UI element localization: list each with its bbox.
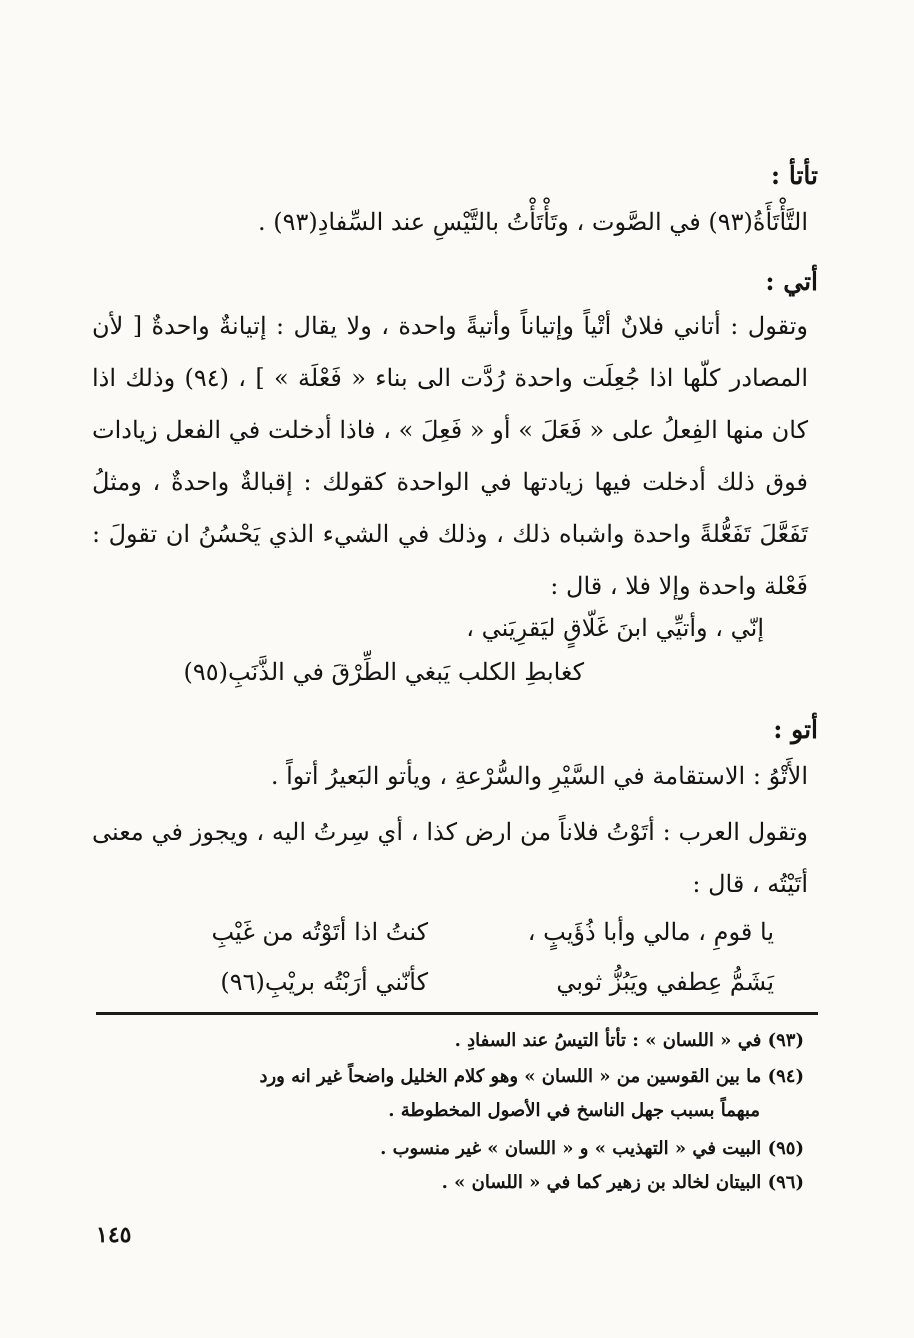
entry-line-tata: التَّأْتَأَةُ(٩٣) في الصَّوت ، وتَأْتَأْتُ بالتَّيْسِ عند السِّفادِ(٩٣) . [257, 208, 808, 236]
footnote-text-continued: مبهماً بسبب جهل الناسخ في الأصول المخطوطة . [388, 1100, 760, 1121]
couplet-1-right: يا قومِ ، مالي وأبا ذُؤَيبٍ ، [527, 918, 774, 946]
page-number: ١٤٥ [96, 1222, 132, 1248]
entry-paragraph-atu: وتقول العرب : أتَوْتُ فلاناً من ارض كذا ، أي سِرتُ اليه ، ويجوز في معنى أتَيْتُه ، قال : [92, 818, 808, 898]
entry-paragraph-ati: وتقول : أتاني فلانٌ أتْياً وإتياناً وأتيةً واحدة ، ولا يقال : إتيانةٌ واحدةٌ [ لأن المصادر كلّها اذا جُعِلَت واحدة رُدَّت الى بناء « فَعْلَة » ] ، (٩٤) وذلك اذا كان منها الفِعلُ على « فَعَلَ » أو « فَعِلَ » ، فاذا أدخلت في الفعل زيادات فوق ذلك أدخلت فيها زيادتها في الواحدة كقولك : إقبالةٌ واحدةٌ ، ومثلُ تَفَعَّلَ تَفَعُّلةً واحدة واشباه ذلك ، وذلك في الشيء الذي يَحْسُنُ ان تقولَ : فَعْلة واحدة وإلا فلا ، قال : [92, 312, 809, 600]
couplet-1-left: كنتُ اذا أتَوْتُه من غَيْبِ [211, 918, 428, 946]
footnote-number: (٩٣) [767, 1030, 804, 1051]
couplet-2-right: يَشَمُّ عِطفي ويَبُزُّ ثوبي [556, 968, 774, 996]
footnote-96 [92, 1166, 804, 1200]
footnote-text: ما بين القوسين من « اللسان » وهو كلام الخليل واضحاً غير انه ورد [259, 1066, 762, 1087]
footnote-94 [92, 1060, 804, 1128]
footnote-text: البيتان لخالد بن زهير كما في « اللسان » . [441, 1172, 762, 1193]
footnote-number: (٩٥) [767, 1138, 804, 1159]
entry-heading-tata: تأتأ : [770, 161, 818, 190]
footnote-text: البيت في « التهذيب » و « اللسان » غير منسوب . [380, 1138, 762, 1159]
footnote-text: في « اللسان » : تأتأ التيسُ عند السفادِ . [454, 1030, 762, 1051]
footnote-separator [96, 1012, 818, 1015]
footnote-95 [92, 1132, 804, 1166]
entry-heading-atu: أتو : [773, 715, 818, 744]
verse-line-1: إنّي ، وأتيِّي ابنَ غَلّاقٍ ليَقرِيَني ، [466, 614, 764, 642]
entry-line-atu: الأَتْوُ : الاستقامة في السَّيْرِ والسُّرْعةِ ، ويأتو البَعيرُ أتواً . [270, 762, 808, 790]
entry-heading-ati: أتي : [765, 267, 818, 296]
footnote-number: (٩٦) [767, 1172, 804, 1193]
footnote-93 [92, 1024, 804, 1058]
couplet-2-left: كأنّني أرَبْتُه بريْبِ(٩٦) [220, 968, 428, 996]
footnote-number: (٩٤) [767, 1066, 804, 1087]
verse-line-2: كغابطِ الكلب يَبغي الطِّرْقَ في الذَّنَبِ(٩٥) [183, 658, 584, 686]
